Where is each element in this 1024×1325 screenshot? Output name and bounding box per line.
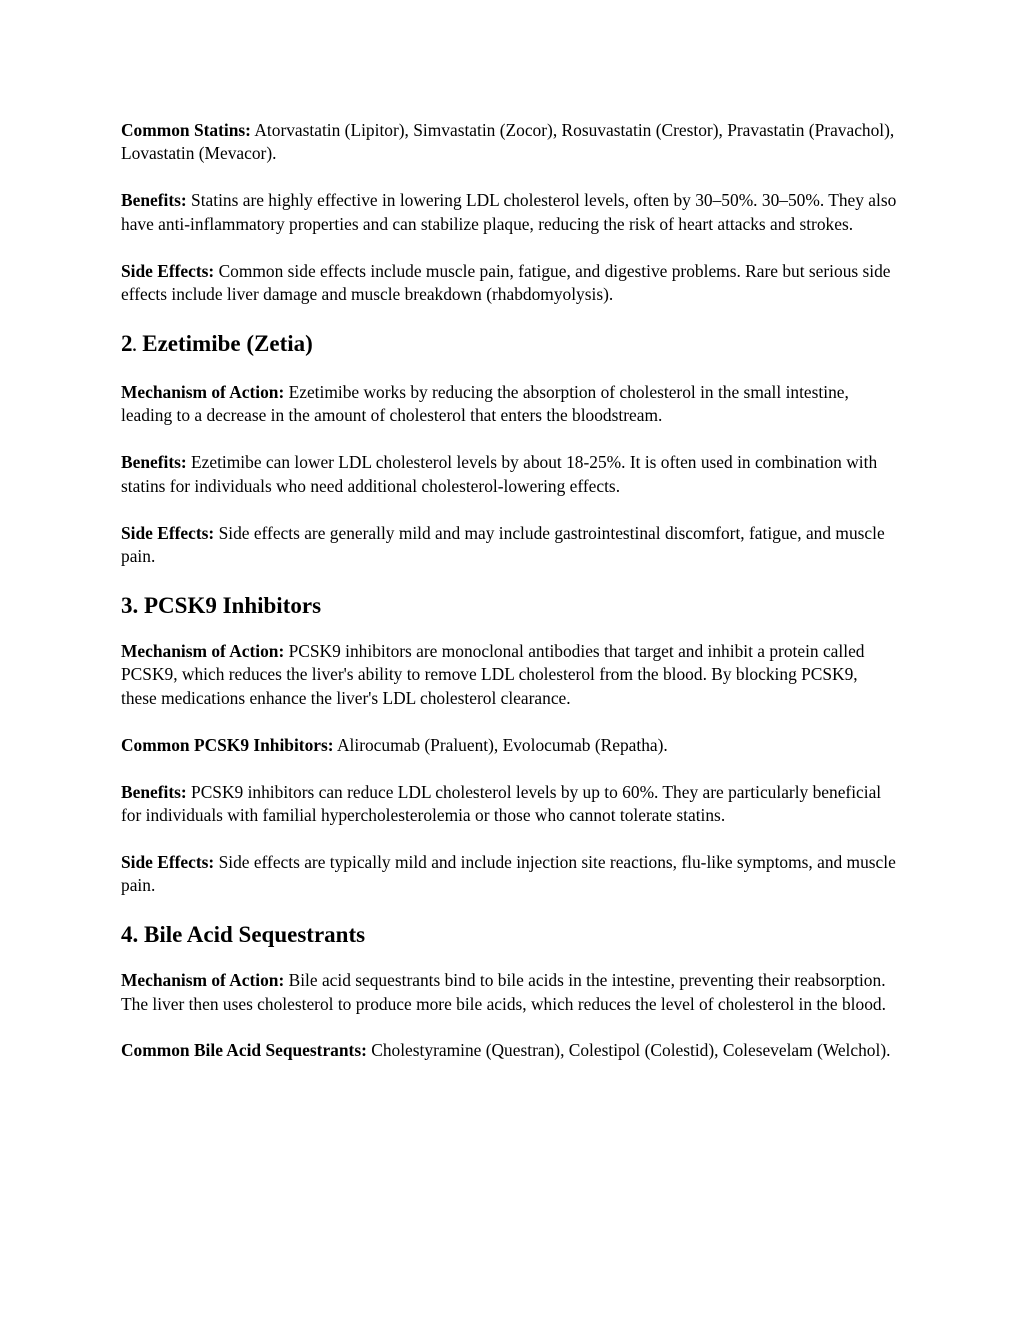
label-bile-mechanism: Mechanism of Action:: [121, 970, 285, 991]
text-pcsk9-mechanism: PCSK9 inhibitors are monoclonal antibodies that target and inhibit a protein called PCSK9, which reduces the liver's ability to remove LDL cholesterol from the blood. By blocking PCSK9, these medications enhance the liver's LDL cholesterol clearance.: [121, 640, 865, 708]
text-pcsk9-benefits: PCSK9 inhibitors can reduce LDL cholesterol levels by up to 60%. They are particularly beneficial for individuals with familial hypercholesterolemia or those who cannot tolerate statins.: [121, 781, 882, 825]
label-pcsk9-benefits: Benefits:: [121, 781, 187, 802]
label-statins-side-effects: Side Effects:: [121, 260, 215, 281]
paragraph-ezetimibe-mechanism: [121, 381, 897, 428]
heading-ezetimibe-dot: .: [132, 337, 137, 355]
text-bile-mechanism: Bile acid sequestrants bind to bile acids in the intestine, preventing their reabsorption. The liver then uses cholesterol to produce more bile acids, which reduces the level of cholesterol in the blood.: [121, 970, 886, 1014]
label-pcsk9-common: Common PCSK9 Inhibitors:: [121, 734, 334, 755]
text-pcsk9-side-effects: Side effects are typically mild and include injection site reactions, flu-like symptoms, and muscle pain.: [121, 851, 896, 896]
paragraph-pcsk9-benefits: [121, 781, 897, 828]
text-common-statins: Atorvastatin (Lipitor), Simvastatin (Zocor), Rosuvastatin (Crestor), Pravastatin (Pravachol), Lovastatin (Mevacor).: [121, 120, 895, 164]
heading-ezetimibe-number: 2: [121, 330, 133, 356]
heading-ezetimibe-text: Ezetimibe (Zetia): [136, 330, 313, 356]
paragraph-bile-common: [121, 1039, 897, 1062]
label-common-statins: Common Statins:: [121, 120, 251, 140]
paragraph-pcsk9-common: [121, 734, 897, 757]
text-ezetimibe-benefits: Ezetimibe can lower LDL cholesterol levels by about 18-25%. It is often used in combination with statins for individuals who need additional cholesterol-lowering effects.: [121, 452, 878, 496]
paragraph-statins-side-effects: [121, 260, 897, 307]
label-ezetimibe-mechanism: Mechanism of Action:: [121, 381, 285, 402]
label-ezetimibe-benefits: Benefits:: [121, 452, 187, 473]
paragraph-ezetimibe-benefits: [121, 451, 897, 498]
label-ezetimibe-side-effects: Side Effects:: [121, 522, 215, 543]
text-ezetimibe-mechanism: Ezetimibe works by reducing the absorption of cholesterol in the small intestine, leading to a decrease in the amount of cholesterol that enters the bloodstream.: [121, 381, 849, 426]
label-pcsk9-mechanism: Mechanism of Action:: [121, 640, 285, 661]
paragraph-common-statins: [121, 119, 897, 166]
paragraph-bile-mechanism: [121, 969, 897, 1016]
text-bile-common: Cholestyramine (Questran), Colestipol (Colestid), Colesevelam (Welchol).: [366, 1040, 891, 1061]
paragraph-ezetimibe-side-effects: [121, 522, 897, 569]
paragraph-pcsk9-mechanism: [121, 640, 897, 710]
text-pcsk9-common: Alirocumab (Praluent), Evolocumab (Repatha).: [333, 734, 668, 755]
text-ezetimibe-side-effects: Side effects are generally mild and may include gastrointestinal discomfort, fatigue, and muscle pain.: [121, 522, 885, 566]
heading-ezetimibe: [121, 330, 897, 361]
label-pcsk9-side-effects: Side Effects:: [121, 851, 215, 872]
text-statins-side-effects: Common side effects include muscle pain, fatigue, and digestive problems. Rare but serious side effects include liver damage and muscle breakdown (rhabdomyolysis).: [121, 260, 891, 305]
paragraph-statins-benefits: [121, 189, 897, 236]
paragraph-pcsk9-side-effects: [121, 851, 897, 898]
heading-bile-acid-sequestrants: 4. Bile Acid Sequestrants: [121, 922, 366, 948]
label-bile-common: Common Bile Acid Sequestrants:: [121, 1040, 367, 1061]
text-statins-benefits: Statins are highly effective in lowering LDL cholesterol levels, often by 30–50%. 30–50%. They also have anti-inflammatory properties and can stabilize plaque, reducing the risk of heart attacks and strokes.: [121, 190, 897, 234]
label-statins-benefits: Benefits:: [121, 190, 187, 211]
document-page: [121, 119, 897, 1086]
heading-pcsk9-inhibitors: 3. PCSK9 Inhibitors: [121, 592, 322, 618]
